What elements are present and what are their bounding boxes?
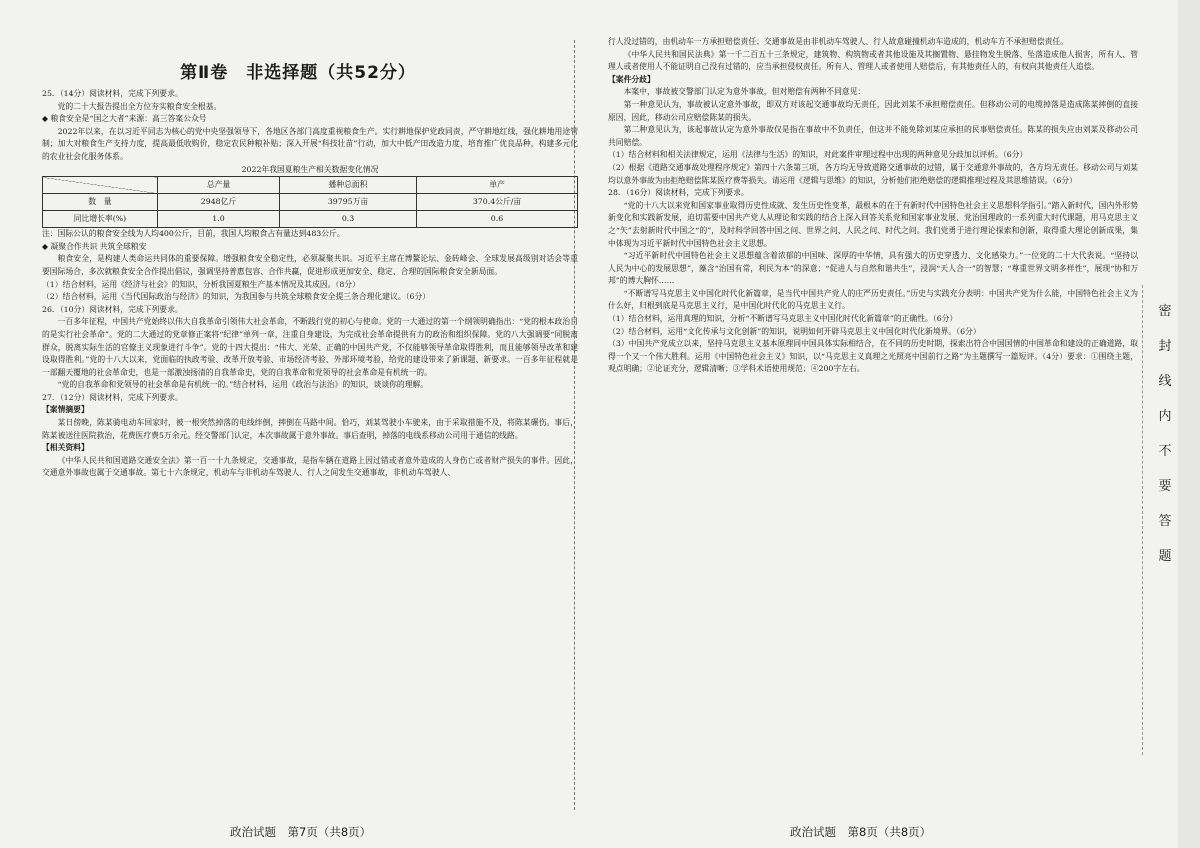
q27-question-2: （2）根据《道路交通事故处理程序规定》第四十六条第三项，各方均无导致道路交通事故的过错，属于交通意外事故的，各方均无责任。移动公司与刘某均以意外事故为由拒绝赔偿陈某医疗费等损失。请运用《逻辑与思维》的知识，分析他们拒绝赔偿的逻辑推理过程及其思维错误。（6分）	[608, 162, 1138, 185]
q25-material-1: 2022年以来，在以习近平同志为核心的党中央坚强领导下，各地区各部门高度重视粮食生产。实行耕地保护党政同责，严守耕地红线，强化耕地用途管制；加大对粮食生产支持力度，提高最低收购价，稳定农民种粮补贴；深入开展“科技壮苗”行动，加大中低产田改造力度，培育推广优良品种，构建多元化的农业社会化服务体系。	[42, 126, 578, 161]
table-cell: 1.0	[158, 211, 280, 228]
table-corner-cell	[43, 177, 158, 194]
grain-data-table	[42, 176, 578, 228]
table-header-cell: 总产量	[158, 177, 280, 194]
q28-material-3: “不断谱写马克思主义中国化时代化新篇章，是当代中国共产党人的庄严历史责任。”历史与实践充分表明：中国共产党为什么能，中国特色社会主义为什么好，归根到底是马克思主义行，是中国化时代化的马克思主义行。	[608, 288, 1138, 311]
table-caption: 2022年我国夏粮生产相关数据变化情况	[241, 164, 379, 174]
q25-question-1: （1）结合材料，运用《经济与社会》的知识，分析我国夏粮生产基本情况及其成因。（8分）	[42, 279, 360, 289]
page-footer-7: 政治试题 第7页（共8页）	[230, 825, 372, 839]
notice-char: 封	[1158, 339, 1172, 354]
table-cell: 39795万亩	[280, 194, 417, 211]
q28-header: 28．（16分）阅读材料，完成下列要求。	[608, 188, 749, 198]
table-note: 注：国际公认的粮食安全线为人均400公斤，目前，我国人均粮食占有量达到483公斤。	[42, 229, 345, 239]
page-7	[0, 0, 596, 848]
q25-header: 25．（14分）阅读材料，完成下列要求。	[42, 89, 183, 98]
q27-dispute-intro: 本案中，事故被交警部门认定为意外事故，但对赔偿有两种不同意见：	[623, 87, 866, 97]
q27-reference: 《中华人民共和国道路交通安全法》第一百一十九条规定，交通事故，是指车辆在道路上因过错或者意外造成的人身伤亡或者财产损失的事件。因此，交通意外事故也属于交通事故。第七十六条规定，机动车与非机动车驾驶人、行人之间发生交通事故，非机动车驾驶人、	[42, 455, 578, 478]
q27-header: 27．（12分）阅读材料，完成下列要求。	[42, 392, 183, 402]
table-cell: 0.3	[280, 211, 417, 228]
q28-question-3: （3）中国共产党成立以来，坚持马克思主义基本原理同中国具体实际相结合，在不同的历史时期，探索出符合中国国情的中国革命和建设的正确道路，取得一个又一个伟大胜利。运用《中国特色社会主义》知识，以“马克思主义真理之光照亮中国前行之路”为主题撰写一篇短评。（4分）要求：①围绕主题，观点明确；②论证充分，逻辑清晰；③学科术语使用规范；④200字左右。	[608, 339, 1138, 374]
table-cell: 370.4公斤/亩	[417, 194, 578, 211]
q27-reference-title: 【相关资料】	[42, 443, 89, 453]
q27-reference-continued: 行人没过错的，由机动车一方承担赔偿责任；交通事故是由非机动车驾驶人、行人故意碰撞机动车造成的，机动车方不承担赔偿责任。	[608, 37, 1069, 46]
table-row	[43, 194, 578, 211]
section-title: 第Ⅱ卷 非选择题（共52分）	[180, 63, 416, 83]
q27-case-title: 【案情摘要】	[42, 405, 89, 415]
q28-material-1: “党的十八大以来党和国家事业取得历史性成就、发生历史性变革，最根本的在于有新时代中国特色社会主义思想科学指引。”踏入新时代，国内外形势新变化和实践新发展，迫切需要中国共产党人从理论和实践的结合上深入回答关系党和国家事业发展、党治国理政的一系列重大时代课题，用马克思主义之“矢”去射新时代中国之“的”，及时科学回答中国之问、世界之问、人民之问、时代之问。我们党勇于进行理论探索和创新，取得重大理论创新成果，集中体现为习近平新时代中国特色社会主义思想。	[608, 200, 1138, 248]
table-row-label: 同比增长率(%)	[43, 211, 158, 228]
q27-opinion-2: 第二种意见认为，该起事故认定为意外事故仅是指在事故中不负责任，但这并不能免除刘某应承担的民事赔偿责任。陈某的损失应由刘某及移动公司共同赔偿。	[608, 125, 1138, 147]
q28-material-2: “习近平新时代中国特色社会主义思想蕴含着浓郁的中国味、深厚的中华情，具有强大的历史穿透力、文化感染力。”一位党的二十大代表说。“坚持以人民为中心的发展思想”，藻含“治国有常，利民为本”的深意；“促进人与自然和谐共生”，浸润“天人合一”的智慧；“尊重世界文明多样性”，展现“协和万邦”的博大胸怀……	[608, 251, 1138, 286]
table-row	[43, 211, 578, 228]
table-cell: 2948亿斤	[158, 194, 280, 211]
q26-question: “党的自我革命和党领导的社会革命是有机统一的。”结合材料，运用《政治与法治》的知识，谈谈你的理解。	[57, 380, 429, 390]
notice-char: 不	[1158, 444, 1172, 459]
q27-opinion-1: 第一种意见认为，事故被认定意外事故，即双方对该起交通事故均无责任，因此刘某不承担赔偿责任。但移动公司的电缆掉落是造成陈某摔倒的直接原因，因此，移动公司应赔偿陈某的损失。	[608, 99, 1138, 122]
q25-subheading-2: ◆ 凝聚合作共识 共筑全球粮安	[42, 241, 147, 251]
q26-material: 一百多年征程，中国共产党始终以伟大自我革命引领伟大社会革命，不断践行党的初心与使命。党的一大通过的第一个纲领明确指出：“党的根本政治目的是实行社会革命”。党的二大通过的党章修正案将“纪律”单列一章，注重自身建设，为完成社会革命提供有力的政治和组织保障。党的八大强调要“同脱离群众，脱离实际生活的官僚主义现象进行斗争”。党的十四大提出：“伟大、光荣、正确的中国共产党，不仅能够领导革命取得胜利，而且能够领导改革和建设取得胜利。”党的十八大以来，党面临的执政考验、改革开放考验、市场经济考验、外部环境考验，给党的建设带来了新课题、新要求。一百多年征程就是一部翻天覆地的社会革命史，也是一部激浊扬清的自我革命史，党的自我革命和党领导的社会革命是有机统一的。	[42, 317, 578, 377]
q27-dispute-title: 【案件分歧】	[608, 74, 655, 84]
notice-char: 要	[1158, 479, 1172, 494]
q27-case-summary: 某日傍晚，陈某骑电动车回家时，被一根突然掉落的电线绊倒，摔倒在马路中间。恰巧，刘某驾驶小车驶来，由于采取措施不及，将陈某碾伤。事后，陈某被送往医院救治，花费医疗费5万余元。经交警部门认定，本次事故属于意外事故。事后查明，掉落的电线系移动公司用于通信的线路。	[42, 418, 578, 440]
table-header-cell: 单产	[417, 177, 578, 194]
table-header-cell: 播种总面积	[280, 177, 417, 194]
table-row-label: 数 量	[43, 194, 158, 211]
page-8	[596, 0, 1200, 848]
q25-subheading-1: ◆ 粮食安全是“国之大者”来源：高三答案公众号	[42, 114, 207, 124]
q25-material-2: 粮食安全，是构建人类命运共同体的重要保障。增强粮食安全稳定性，必须凝聚共识。习近平主席在博鳌论坛、金砖峰会、全球发展高级别对话会等重要国际场合，多次就粮食安全合作提出倡议，强调坚持普惠包容、合作共赢，促进形成更加安全、稳定、合理的国际粮食安全新局面。	[42, 254, 578, 276]
q27-question-1: （1）结合材料和相关法律规定，运用《法律与生活》的知识，对此案件审理过程中出现的两种意见分歧加以评析。（6分）	[608, 150, 1028, 160]
notice-char: 密	[1158, 304, 1172, 319]
q28-question-2: （2）结合材料，运用“文化传承与文化创新”的知识，说明如何开辟马克思主义中国化时代化新境界。（6分）	[608, 326, 981, 336]
notice-char: 线	[1158, 374, 1172, 389]
page-footer-8: 政治试题 第8页（共8页）	[790, 825, 932, 839]
q28-question-1: （1）结合材料，运用真理的知识，分析“不断谱写马克思主义中国化时代化新篇章”的正确性。（6分）	[608, 314, 958, 324]
q25-intro: 党的二十大报告提出全方位夯实粮食安全根基。	[57, 101, 222, 111]
table-header-row	[43, 177, 578, 194]
q26-header: 26．（10分）阅读材料，完成下列要求。	[42, 304, 183, 314]
table-cell: 0.6	[417, 211, 578, 228]
q25-question-2: （2）结合材料，运用《当代国际政治与经济》的知识，为我国参与共筑全球粮食安全提三条合理化建议。（6分）	[42, 292, 431, 302]
notice-char: 内	[1158, 409, 1172, 424]
notice-char: 答	[1158, 514, 1172, 529]
q27-civil-code: 《中华人民共和国民法典》第一千二百五十三条规定，建筑物、构筑物或者其他设施及其搁置物、悬挂物发生脱落、坠落造成他人损害，所有人、管理人或者使用人不能证明自己没有过错的，应当承担侵权责任。所有人、管理人或者使用人赔偿后，有其他责任人的，有权向其他责任人追偿。	[608, 49, 1138, 72]
notice-char: 题	[1158, 549, 1172, 564]
